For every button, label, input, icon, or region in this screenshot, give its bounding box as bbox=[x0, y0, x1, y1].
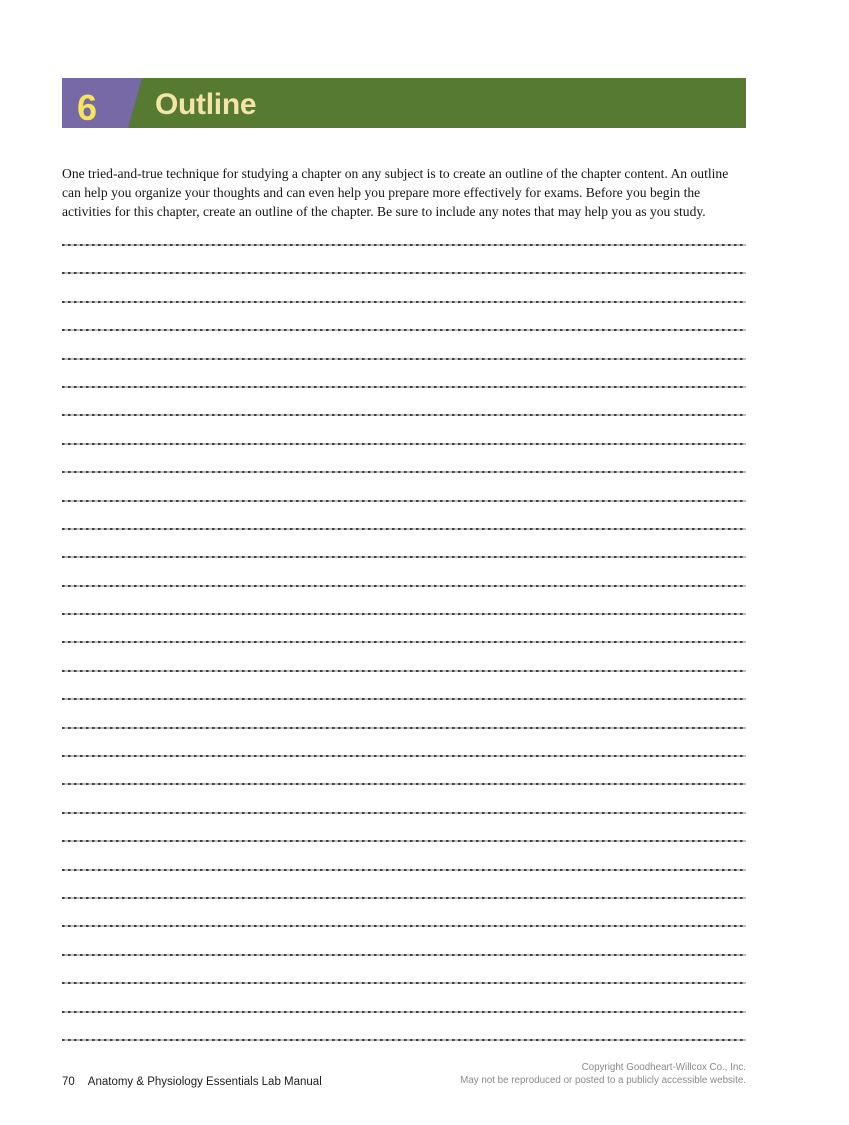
writing-line bbox=[62, 783, 746, 785]
writing-line bbox=[62, 500, 746, 502]
writing-line bbox=[62, 897, 746, 899]
copyright-line-2: May not be reproduced or posted to a publicly accessible website. bbox=[460, 1075, 746, 1086]
writing-line bbox=[62, 386, 746, 388]
writing-line bbox=[62, 982, 746, 984]
writing-line bbox=[62, 1039, 746, 1041]
writing-line bbox=[62, 358, 746, 360]
writing-line bbox=[62, 869, 746, 871]
writing-line bbox=[62, 272, 746, 274]
writing-line bbox=[62, 840, 746, 842]
writing-line bbox=[62, 329, 746, 331]
writing-line bbox=[62, 443, 746, 445]
footer-copyright bbox=[460, 1061, 746, 1087]
writing-line bbox=[62, 414, 746, 416]
writing-line bbox=[62, 670, 746, 672]
intro-paragraph: One tried-and-true technique for studying a chapter on any subject is to create an outline of the chapter content. An outline can help you organize your thoughts and can even help you prepare more effectively for exams. Before you begin the activities for this chapter, create an outline of the chapter. Be sure to include any notes that may help you as you study. bbox=[62, 165, 729, 220]
writing-lines bbox=[62, 244, 746, 1067]
footer-page-number: 70 bbox=[62, 1076, 75, 1088]
copyright-line-1: Copyright Goodheart-Willcox Co., Inc. bbox=[581, 1062, 746, 1073]
writing-line bbox=[62, 301, 746, 303]
writing-line bbox=[62, 585, 746, 587]
writing-line bbox=[62, 954, 746, 956]
writing-line bbox=[62, 556, 746, 558]
writing-line bbox=[62, 1011, 746, 1013]
chapter-title: Outline bbox=[155, 88, 257, 121]
writing-line bbox=[62, 244, 746, 246]
writing-line bbox=[62, 698, 746, 700]
writing-line bbox=[62, 727, 746, 729]
footer-book-title: Anatomy & Physiology Essentials Lab Manual bbox=[87, 1076, 322, 1088]
writing-line bbox=[62, 925, 746, 927]
writing-line bbox=[62, 641, 746, 643]
writing-line bbox=[62, 613, 746, 615]
writing-line bbox=[62, 755, 746, 757]
footer-left bbox=[62, 1076, 322, 1088]
chapter-header-bar bbox=[62, 78, 746, 128]
chapter-number: 6 bbox=[77, 87, 98, 128]
writing-line bbox=[62, 528, 746, 530]
writing-line bbox=[62, 471, 746, 473]
writing-line bbox=[62, 812, 746, 814]
